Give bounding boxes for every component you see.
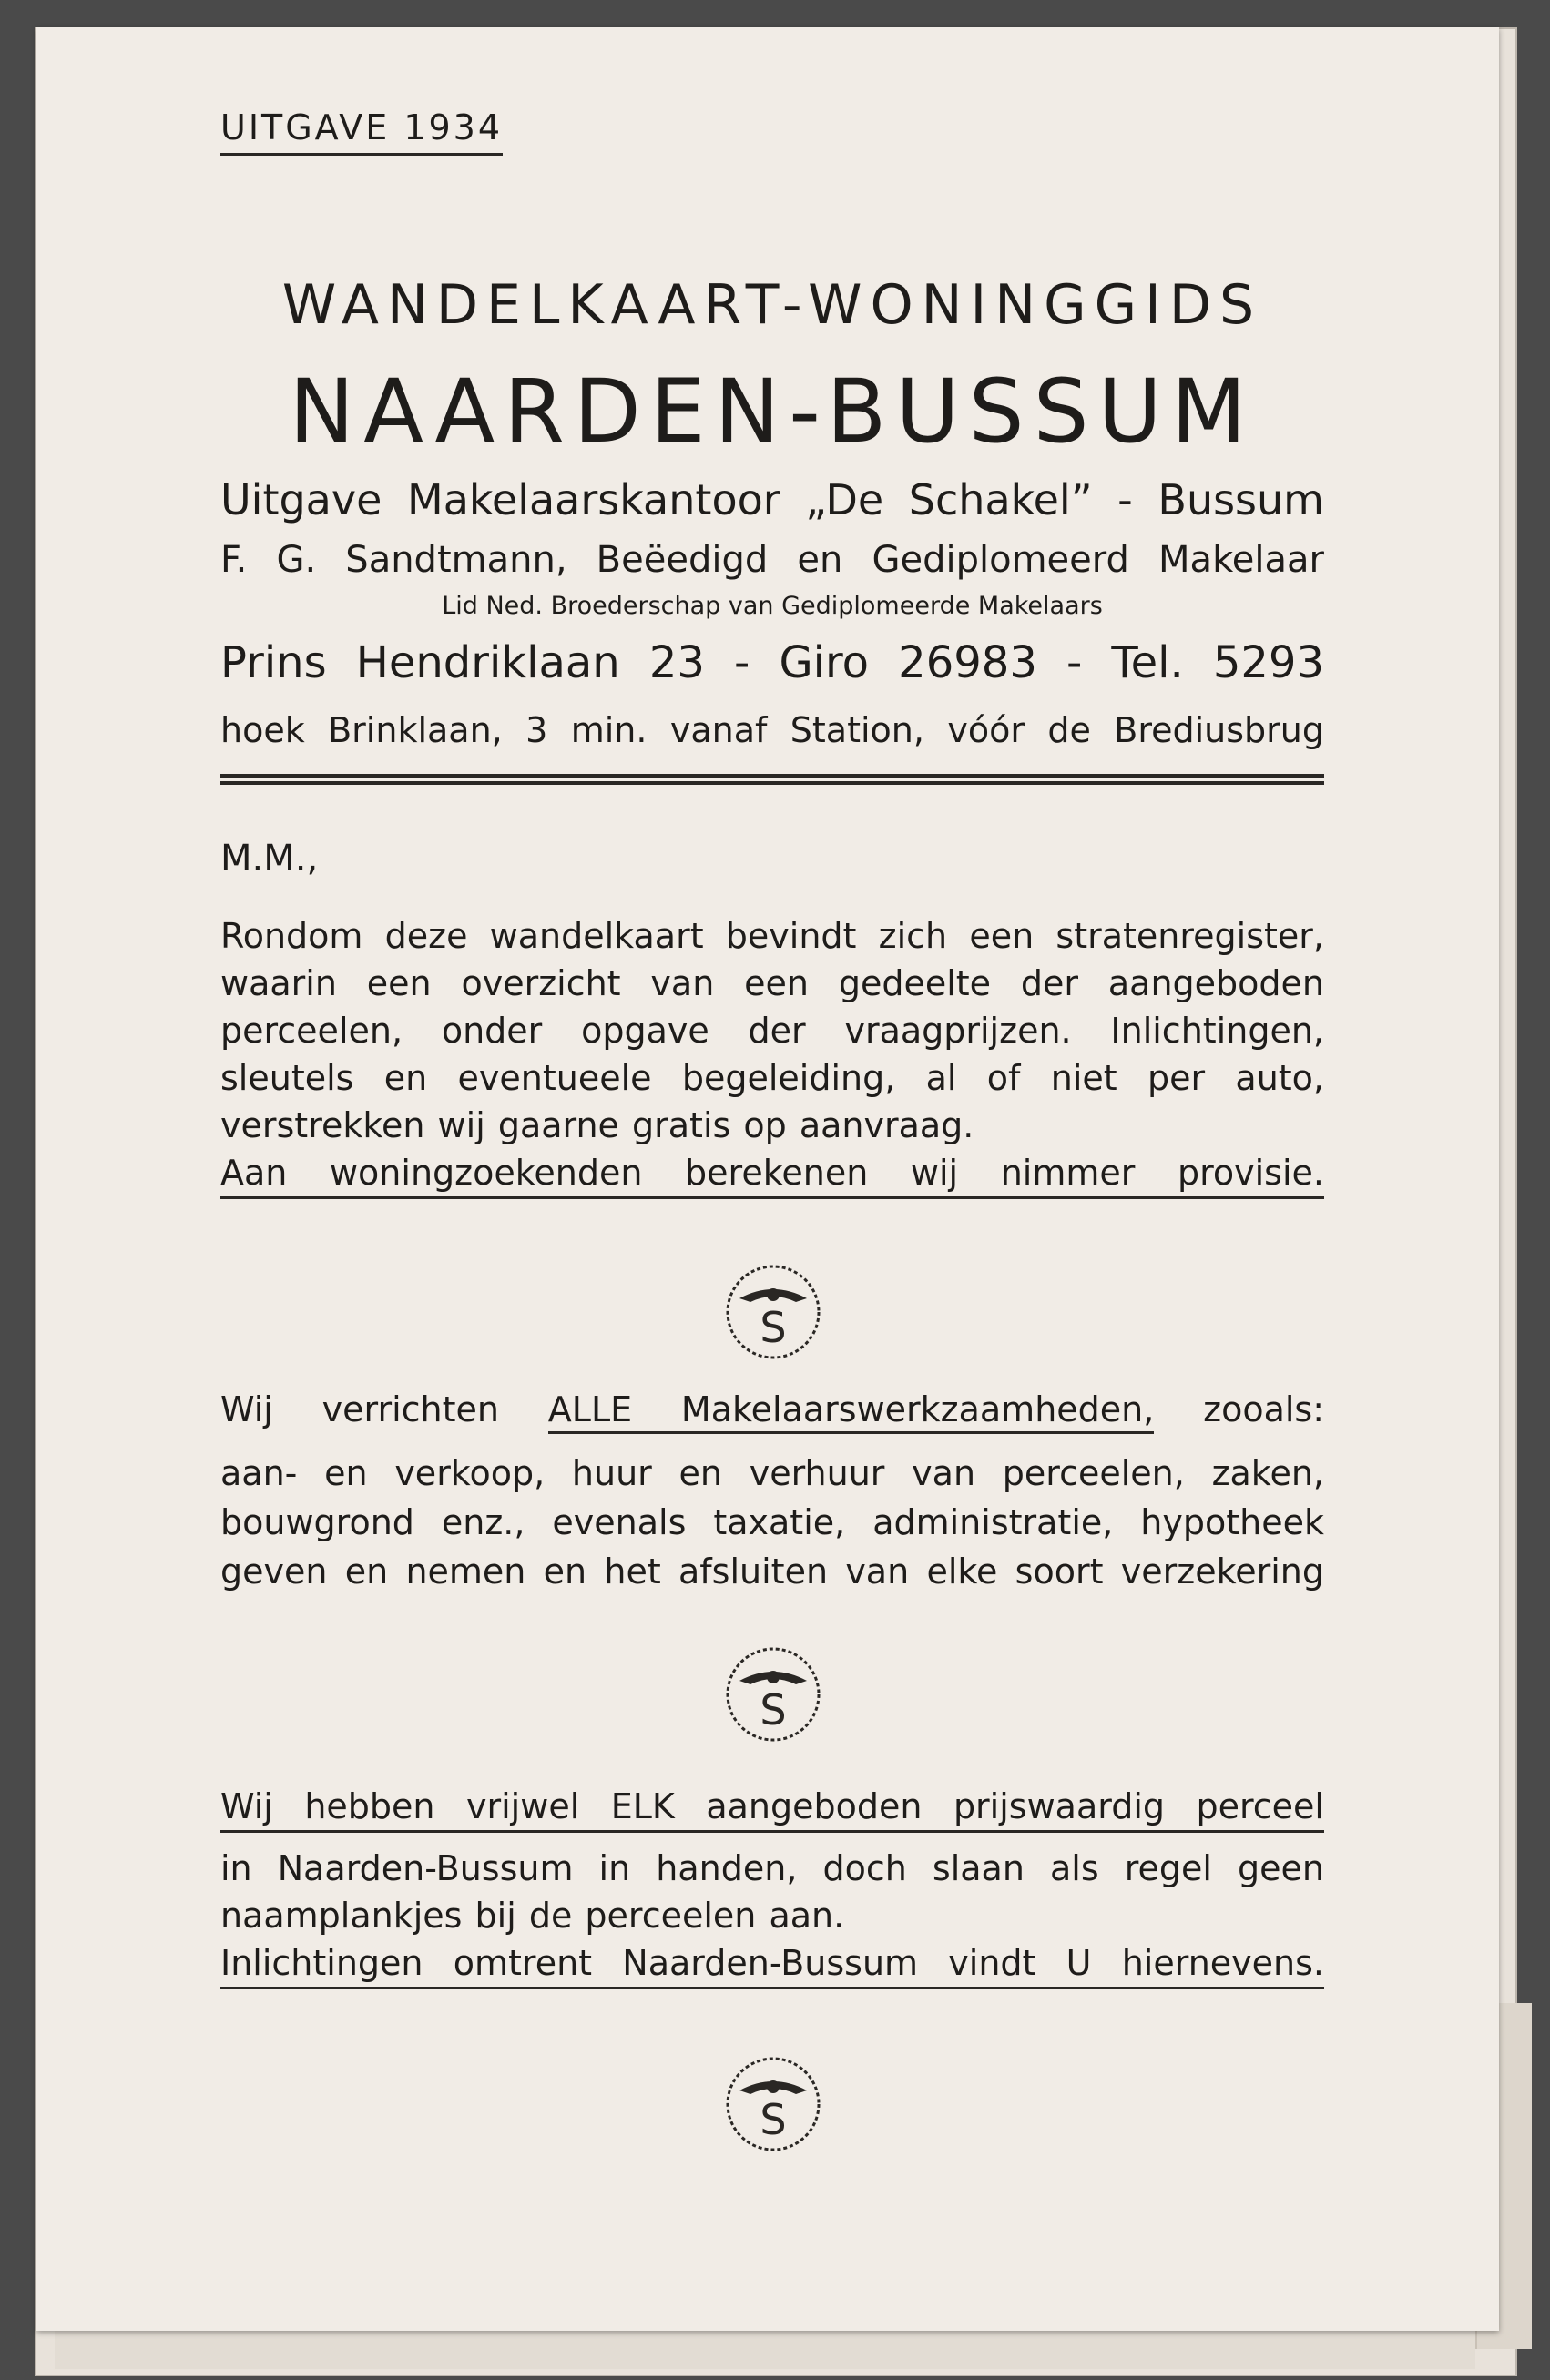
services-suffix: zooals: xyxy=(1154,1389,1325,1429)
services-emphasis: ALLE Makelaarswerkzaamheden, xyxy=(548,1389,1155,1434)
intro-line: verstrekken wij gaarne gratis op aanvraag. xyxy=(220,1105,974,1145)
brand-title: NAARDEN-BUSSUM xyxy=(289,361,1256,463)
intro-line: perceelen, onder opgave der vraagprijzen. Inlichtingen, xyxy=(220,1011,1324,1051)
schakel-logo-icon xyxy=(723,2054,823,2154)
intro-line: waarin een overzicht van een gedeelte der aangeboden xyxy=(220,963,1324,1003)
services-line: geven en nemen en het afsluiten van elke soort verzekering xyxy=(220,1551,1324,1592)
intro-line: Rondom deze wandelkaart bevindt zich een stratenregister, xyxy=(220,916,1324,956)
services-prefix: Wij verrichten xyxy=(220,1389,548,1429)
brochure-page xyxy=(36,27,1499,2331)
location-line: hoek Brinklaan, 3 min. vanaf Station, vóór de Brediusbrug xyxy=(220,710,1324,750)
intro-line: sleutels en eventueele begeleiding, al of niet per auto, xyxy=(220,1058,1324,1098)
listings-line-underlined: Inlichtingen omtrent Naarden-Bussum vindt U hiernevens. xyxy=(220,1943,1324,1989)
listings-line: naamplankjes bij de perceelen aan. xyxy=(220,1896,845,1936)
publisher-line: Uitgave Makelaarskantoor „De Schakel” - Bussum xyxy=(220,475,1324,524)
double-rule-divider xyxy=(220,774,1324,785)
salutation: M.M., xyxy=(220,838,319,880)
services-line: bouwgrond enz., evenals taxatie, administratie, hypotheek xyxy=(220,1502,1324,1542)
schakel-logo-icon xyxy=(723,1262,823,1362)
listings-line-underlined: Wij hebben vrijwel ELK aangeboden prijswaardig perceel xyxy=(220,1786,1324,1833)
svg-text:S: S xyxy=(760,2095,787,2144)
edition-label: UITGAVE 1934 xyxy=(220,107,503,156)
svg-text:S: S xyxy=(760,1685,787,1734)
services-heading xyxy=(220,1389,1324,1429)
services-line: aan- en verkoop, huur en verhuur van perceelen, zaken, xyxy=(220,1453,1324,1493)
broker-line: F. G. Sandtmann, Beëedigd en Gediplomeerd Makelaar xyxy=(220,539,1324,581)
schakel-logo-icon xyxy=(723,1644,823,1744)
membership-line: Lid Ned. Broederschap van Gediplomeerde Makelaars xyxy=(442,592,1103,620)
address-line: Prins Hendriklaan 23 - Giro 26983 - Tel. 5293 xyxy=(220,637,1324,688)
svg-text:S: S xyxy=(760,1303,787,1352)
listings-line: in Naarden-Bussum in handen, doch slaan als regel geen xyxy=(220,1848,1324,1888)
brand-subtitle: WANDELKAART-WONINGGIDS xyxy=(281,273,1263,337)
intro-line-underlined: Aan woningzoekenden berekenen wij nimmer provisie. xyxy=(220,1153,1324,1199)
